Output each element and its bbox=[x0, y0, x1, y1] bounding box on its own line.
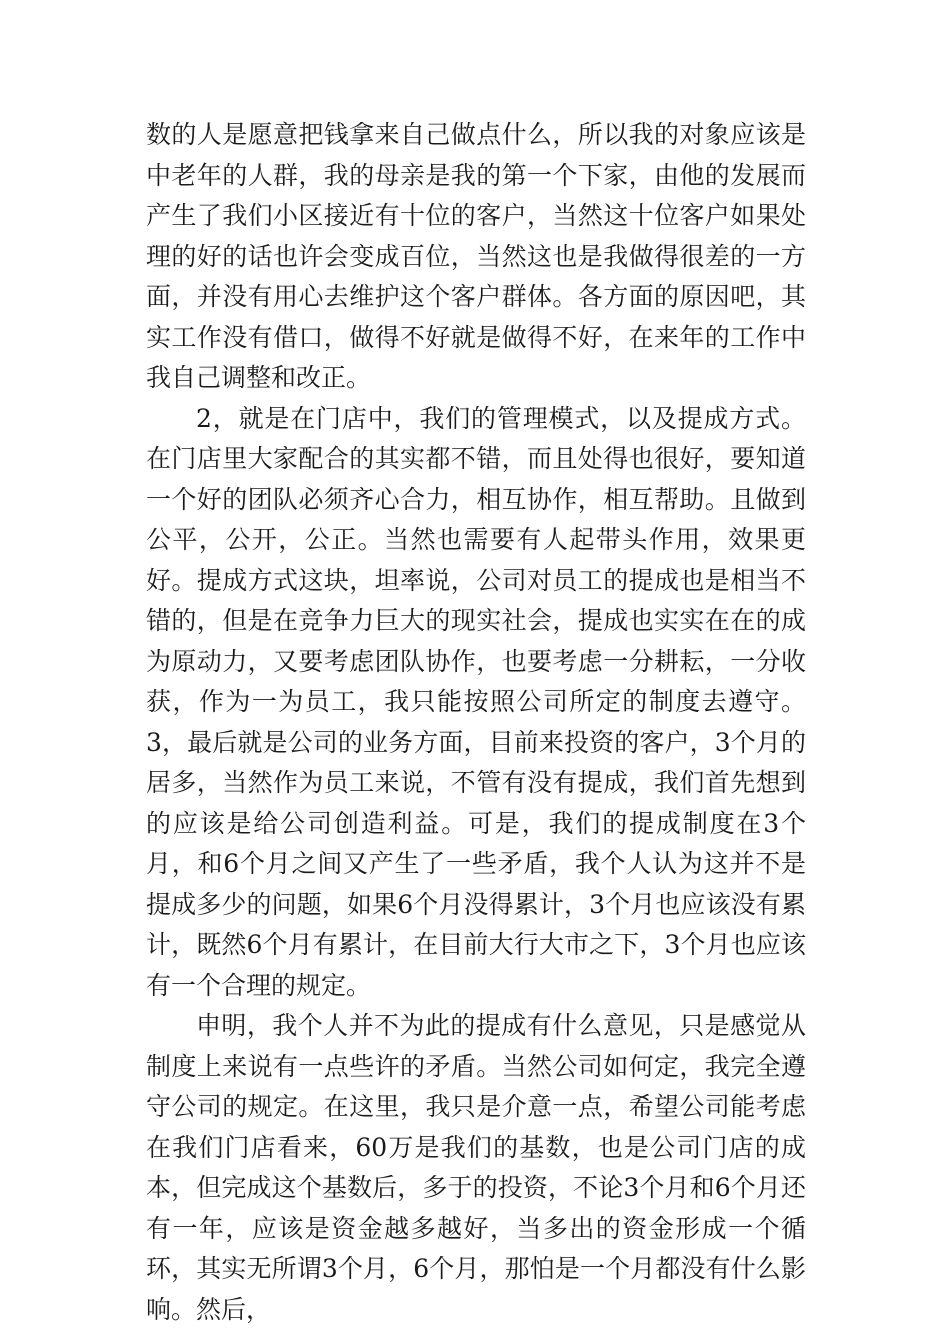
paragraph-2: 2，就是在门店中，我们的管理模式，以及提成方式。在门店里大家配合的其实都不错，而且处得也很好，要知道一个好的团队必须齐心合力，相互协作，相互帮助。且做到公平，公开，公正。当然也需要有人起带头作用，效果更好。提成方式这块，坦率说，公司对员工的提成也是相当不错的，但是在竞争力巨大的现实社会，提成也实实在在的成为原动力，又要考虑团队协作，也要考虑一分耕耘，一分收获，作为一为员工，我只能按照公司所定的制度去遵守。 3，最后就是公司的业务方面，目前来投资的客户，3个月的居多，当然作为员工来说，不管有没有提成，我们首先想到的应该是给公司创造利益。可是，我们的提成制度在3个月，和6个月之间又产生了一些矛盾，我个人认为这并不是提成多少的问题，如果6个月没得累计，3个月也应该没有累计，既然6个月有累计，在目前大行大市之下，3个月也应该有一个合理的规定。 bbox=[146, 403, 806, 1000]
paragraph-1: 数的人是愿意把钱拿来自己做点什么，所以我的对象应该是中老年的人群，我的母亲是我的第一个下家，由他的发展而产生了我们小区接近有十位的客户，当然这十位客户如果处理的好的话也许会变成百位，当然这也是我做得很差的一方面，并没有用心去维护这个客户群体。各方面的原因吧，其实工作没有借口，做得不好就是做得不好，在来年的工作中我自己调整和改正。 bbox=[146, 120, 806, 392]
paragraph-3: 申明，我个人并不为此的提成有什么意见，只是感觉从制度上来说有一点些许的矛盾。当然公司如何定，我完全遵守公司的规定。在这里，我只是介意一点，希望公司能考虑在我们门店看来，60万是我们的基数，也是公司门店的成本，但完成这个基数后，多于的投资，不论3个月和6个月还有一年，应该是资金越多越好，当多出的资金形成一个循环，其实无所谓3个月，6个月，那怕是一个月都没有什么影响。然后， bbox=[146, 1011, 806, 1324]
body-text bbox=[146, 115, 806, 1330]
